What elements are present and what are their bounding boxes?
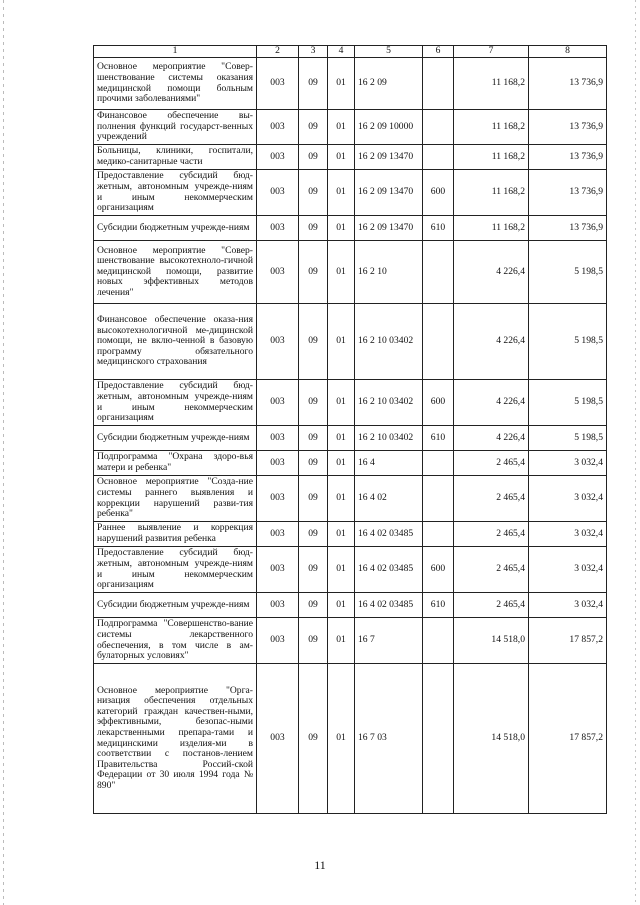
- amount-cell: 2 465,4: [454, 476, 529, 522]
- subsection-code-cell: 01: [328, 216, 355, 241]
- admin-code-cell: 003: [257, 547, 299, 593]
- section-code-cell: 09: [299, 145, 328, 170]
- section-code-cell: 09: [299, 380, 328, 426]
- amount-cell: 5 198,5: [529, 241, 607, 304]
- subsection-code-cell: 01: [328, 593, 355, 618]
- row-name-cell: Раннее выявление и коррекция нарушений развития ребенка: [94, 522, 257, 547]
- table-row: [94, 58, 607, 110]
- admin-code-cell: 003: [257, 522, 299, 547]
- section-code-cell: 09: [299, 241, 328, 304]
- expense-type-cell: 600: [423, 547, 454, 593]
- table-row: [94, 426, 607, 451]
- row-name-cell: Основное мероприятие "Орга-низация обеспечения отдельных категорий граждан качествен-ными, эффективными, безопас-ными лекарственными препара-тами и медицинскими изделия-ми в соответствии с постанов-лением Правительства Россий-ской Федерации от 30 июля 1994 года № 890": [94, 664, 257, 814]
- amount-cell: 13 736,9: [529, 216, 607, 241]
- row-name-cell: Предоставление субсидий бюд-жетным, автономным учрежде-ниям и иным некоммерческим организациям: [94, 547, 257, 593]
- table-header-row: [94, 46, 607, 58]
- column-header: 4: [328, 46, 355, 58]
- expense-type-cell: [423, 58, 454, 110]
- section-code-cell: 09: [299, 426, 328, 451]
- subsection-code-cell: 01: [328, 476, 355, 522]
- column-header: 3: [299, 46, 328, 58]
- amount-cell: 4 226,4: [454, 304, 529, 380]
- amount-cell: 17 857,2: [529, 618, 607, 664]
- subsection-code-cell: 01: [328, 304, 355, 380]
- section-code-cell: 09: [299, 58, 328, 110]
- target-item-cell: 16 2 09 13470: [355, 216, 423, 241]
- expense-type-cell: [423, 241, 454, 304]
- target-item-cell: 16 2 09 13470: [355, 170, 423, 216]
- table-row: [94, 145, 607, 170]
- row-name-cell: Больницы, клиники, госпитали, медико-санитарные части: [94, 145, 257, 170]
- target-item-cell: 16 7: [355, 618, 423, 664]
- subsection-code-cell: 01: [328, 380, 355, 426]
- expense-type-cell: 610: [423, 593, 454, 618]
- amount-cell: 11 168,2: [454, 170, 529, 216]
- amount-cell: 13 736,9: [529, 58, 607, 110]
- amount-cell: 3 032,4: [529, 451, 607, 476]
- target-item-cell: 16 2 10 03402: [355, 304, 423, 380]
- row-name-cell: Основное мероприятие "Совер-шенствование системы оказания медицинской помощи больным прочими заболеваниями": [94, 58, 257, 110]
- table-row: [94, 380, 607, 426]
- table-row: [94, 593, 607, 618]
- section-code-cell: 09: [299, 522, 328, 547]
- amount-cell: 4 226,4: [454, 241, 529, 304]
- table-row: [94, 547, 607, 593]
- table-row: [94, 170, 607, 216]
- amount-cell: 13 736,9: [529, 110, 607, 145]
- section-code-cell: 09: [299, 664, 328, 814]
- subsection-code-cell: 01: [328, 426, 355, 451]
- row-name-cell: Предоставление субсидий бюд-жетным, автономным учрежде-ниям и иным некоммерческим организациям: [94, 380, 257, 426]
- admin-code-cell: 003: [257, 241, 299, 304]
- expense-type-cell: 600: [423, 380, 454, 426]
- row-name-cell: Финансовое обеспечение вы-полнения функций государст-венных учреждений: [94, 110, 257, 145]
- column-header: 2: [257, 46, 299, 58]
- admin-code-cell: 003: [257, 593, 299, 618]
- amount-cell: 13 736,9: [529, 145, 607, 170]
- amount-cell: 5 198,5: [529, 426, 607, 451]
- admin-code-cell: 003: [257, 426, 299, 451]
- admin-code-cell: 003: [257, 58, 299, 110]
- target-item-cell: 16 2 09 13470: [355, 145, 423, 170]
- amount-cell: 2 465,4: [454, 593, 529, 618]
- amount-cell: 14 518,0: [454, 618, 529, 664]
- admin-code-cell: 003: [257, 110, 299, 145]
- scan-edge-left: [3, 0, 4, 905]
- scan-edge-right: [635, 0, 636, 905]
- amount-cell: 11 168,2: [454, 216, 529, 241]
- amount-cell: 17 857,2: [529, 664, 607, 814]
- section-code-cell: 09: [299, 451, 328, 476]
- table-row: [94, 110, 607, 145]
- subsection-code-cell: 01: [328, 664, 355, 814]
- amount-cell: 4 226,4: [454, 380, 529, 426]
- target-item-cell: 16 2 10 03402: [355, 380, 423, 426]
- table-row: [94, 618, 607, 664]
- expense-type-cell: [423, 145, 454, 170]
- amount-cell: 3 032,4: [529, 547, 607, 593]
- column-header: 7: [454, 46, 529, 58]
- budget-table: [93, 45, 607, 814]
- amount-cell: 14 518,0: [454, 664, 529, 814]
- expense-type-cell: [423, 664, 454, 814]
- amount-cell: 4 226,4: [454, 426, 529, 451]
- section-code-cell: 09: [299, 170, 328, 216]
- subsection-code-cell: 01: [328, 522, 355, 547]
- section-code-cell: 09: [299, 476, 328, 522]
- admin-code-cell: 003: [257, 145, 299, 170]
- expense-type-cell: 600: [423, 170, 454, 216]
- amount-cell: 5 198,5: [529, 304, 607, 380]
- table-row: [94, 664, 607, 814]
- subsection-code-cell: 01: [328, 110, 355, 145]
- target-item-cell: 16 2 10 03402: [355, 426, 423, 451]
- row-name-cell: Подпрограмма "Охрана здоро-вья матери и ребенка": [94, 451, 257, 476]
- target-item-cell: 16 4 02 03485: [355, 547, 423, 593]
- table-row: [94, 216, 607, 241]
- row-name-cell: Подпрограмма "Совершенство-вание системы лекарственного обеспечения, в том числе в ам-булаторных условиях": [94, 618, 257, 664]
- section-code-cell: 09: [299, 618, 328, 664]
- amount-cell: 2 465,4: [454, 451, 529, 476]
- admin-code-cell: 003: [257, 664, 299, 814]
- amount-cell: 3 032,4: [529, 593, 607, 618]
- subsection-code-cell: 01: [328, 241, 355, 304]
- section-code-cell: 09: [299, 216, 328, 241]
- table-row: [94, 304, 607, 380]
- section-code-cell: 09: [299, 304, 328, 380]
- admin-code-cell: 003: [257, 304, 299, 380]
- row-name-cell: Финансовое обеспечение оказа-ния высокотехнологичной ме-дицинской помощи, не вклю-ченной в базовую программу обязательного медицинского страхования: [94, 304, 257, 380]
- table-row: [94, 522, 607, 547]
- subsection-code-cell: 01: [328, 170, 355, 216]
- column-header: 1: [94, 46, 257, 58]
- amount-cell: 13 736,9: [529, 170, 607, 216]
- admin-code-cell: 003: [257, 451, 299, 476]
- admin-code-cell: 003: [257, 216, 299, 241]
- expense-type-cell: [423, 110, 454, 145]
- admin-code-cell: 003: [257, 380, 299, 426]
- target-item-cell: 16 4 02 03485: [355, 522, 423, 547]
- amount-cell: 5 198,5: [529, 380, 607, 426]
- page-number: 11: [314, 858, 326, 872]
- column-header: 8: [529, 46, 607, 58]
- table-row: [94, 241, 607, 304]
- target-item-cell: 16 4 02: [355, 476, 423, 522]
- target-item-cell: 16 2 10: [355, 241, 423, 304]
- expense-type-cell: [423, 618, 454, 664]
- row-name-cell: Субсидии бюджетным учрежде-ниям: [94, 593, 257, 618]
- amount-cell: 11 168,2: [454, 110, 529, 145]
- row-name-cell: Предоставление субсидий бюд-жетным, автономным учрежде-ниям и иным некоммерческим организациям: [94, 170, 257, 216]
- expense-type-cell: [423, 476, 454, 522]
- table-row: [94, 451, 607, 476]
- subsection-code-cell: 01: [328, 145, 355, 170]
- expense-type-cell: [423, 304, 454, 380]
- column-header: 6: [423, 46, 454, 58]
- target-item-cell: 16 4: [355, 451, 423, 476]
- expense-type-cell: 610: [423, 216, 454, 241]
- row-name-cell: Основное мероприятие "Созда-ние системы раннего выявления и коррекции нарушений разви-тия ребенка": [94, 476, 257, 522]
- admin-code-cell: 003: [257, 476, 299, 522]
- subsection-code-cell: 01: [328, 618, 355, 664]
- section-code-cell: 09: [299, 593, 328, 618]
- target-item-cell: 16 2 09 10000: [355, 110, 423, 145]
- row-name-cell: Субсидии бюджетным учрежде-ниям: [94, 216, 257, 241]
- subsection-code-cell: 01: [328, 58, 355, 110]
- admin-code-cell: 003: [257, 618, 299, 664]
- subsection-code-cell: 01: [328, 451, 355, 476]
- subsection-code-cell: 01: [328, 547, 355, 593]
- admin-code-cell: 003: [257, 170, 299, 216]
- section-code-cell: 09: [299, 547, 328, 593]
- section-code-cell: 09: [299, 110, 328, 145]
- expense-type-cell: 610: [423, 426, 454, 451]
- amount-cell: 11 168,2: [454, 58, 529, 110]
- amount-cell: 2 465,4: [454, 547, 529, 593]
- column-header: 5: [355, 46, 423, 58]
- amount-cell: 3 032,4: [529, 476, 607, 522]
- table-row: [94, 476, 607, 522]
- row-name-cell: Субсидии бюджетным учрежде-ниям: [94, 426, 257, 451]
- target-item-cell: 16 2 09: [355, 58, 423, 110]
- amount-cell: 3 032,4: [529, 522, 607, 547]
- target-item-cell: 16 4 02 03485: [355, 593, 423, 618]
- expense-type-cell: [423, 522, 454, 547]
- expense-type-cell: [423, 451, 454, 476]
- amount-cell: 11 168,2: [454, 145, 529, 170]
- row-name-cell: Основное мероприятие "Совер-шенствование высокотехноло-гичной медицинской помощи, развитие новых эффективных методов лечения": [94, 241, 257, 304]
- amount-cell: 2 465,4: [454, 522, 529, 547]
- target-item-cell: 16 7 03: [355, 664, 423, 814]
